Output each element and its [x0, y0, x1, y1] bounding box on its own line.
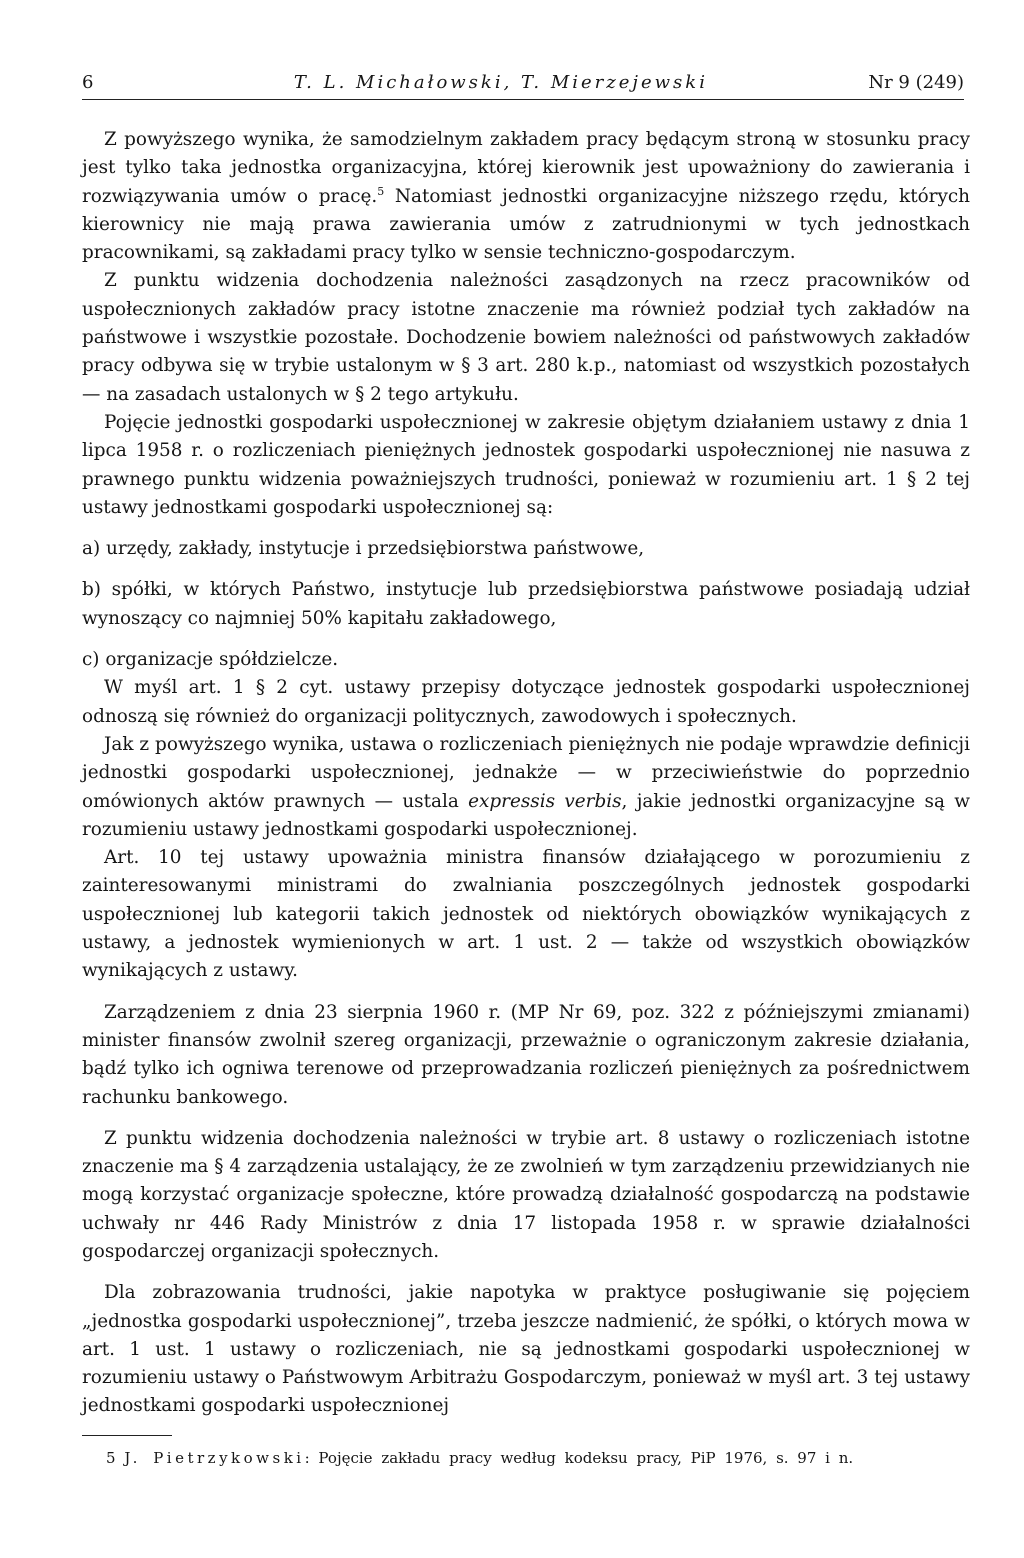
- footnote: [82, 1448, 970, 1469]
- paragraph: [82, 731, 970, 844]
- paragraph-text: Z powyższego wynika, że samodzielnym zakładem pracy będącym stroną w stosunku pracy jest tylko taka jednostka organizacyjna, której kierownik jest upoważniony do zawierania i rozwiązywania umów o pracę.: [82, 129, 970, 207]
- paragraph: Z punktu widzenia dochodzenia należności zasądzonych na rzecz pracowników od uspołecznionych zakładów pracy istotne znaczenie ma również podział tych zakładów na państwowe i wszystkie pozostałe. Dochodzenie bowiem należności od państwowych zakładów pracy odbywa się w trybie ustalonym w § 3 art. 280 k.p., natomiast od wszystkich pozostałych — na zasadach ustalonych w § 2 tego artykułu.: [82, 270, 970, 405]
- list-item-a: a) urzędy, zakłady, instytucje i przedsiębiorstwa państwowe,: [82, 538, 645, 560]
- paragraph: Dla zobrazowania trudności, jakie napotyka w praktyce posługiwanie się pojęciem „jednostka gospodarki uspołecznionej”, trzeba jeszcze nadmienić, że spółki, o których mowa w art. 1 ust. 1 ustawy o rozliczeniach, nie są jednostkami gospodarki uspołecznionej w rozumieniu ustawy o Państwowym Arbitrażu Gospodarczym, ponieważ w myśl art. 3 tej ustawy jednostkami gospodarki uspołecznionej: [82, 1282, 970, 1417]
- paragraph: Pojęcie jednostki gospodarki uspołecznionej w zakresie objętym działaniem ustawy z dnia 1 lipca 1958 r. o rozliczeniach pieniężnych jednostek gospodarki uspołecznionej nie nasuwa z prawnego punktu widzenia poważniejszych trudności, ponieważ w rozumieniu art. 1 § 2 tej ustawy jednostkami gospodarki uspołecznionej są:: [82, 411, 970, 518]
- paragraph-text: Natomiast jednostki organizacyjne niższego rzędu, których kierownicy nie mają prawa zawierania umów z zatrudnionymi w tych jednostkach pracownikami, są zakładami pracy tylko w sensie techniczno-gospodarczym.: [82, 185, 970, 264]
- footnote-author: J. Pietrzykowski: [124, 1448, 305, 1467]
- header-issue: Nr 9 (249): [868, 72, 964, 93]
- page-number: 6: [82, 72, 94, 93]
- paragraph: Art. 10 tej ustawy upoważnia ministra finansów działającego w porozumieniu z zainteresowanymi ministrami do zwalniania poszczególnych jednostek gospodarki uspołecznionej lub kategorii takich jednostek od niektórych obowiązków wynikających z ustawy, a jednostek wymienionych w art. 1 ust. 2 — także od wszystkich obowiązków wynikających z ustawy.: [82, 847, 970, 982]
- footnote-divider: [82, 1435, 172, 1436]
- paragraph-text: , jakie jednostki organizacyjne są w rozumieniu ustawy jednostkami gospodarki uspołecznionej.: [82, 790, 970, 840]
- body-text: [82, 126, 970, 1421]
- header-authors: T. L. Michałowski, T. Mierzejewski: [293, 72, 708, 93]
- latin-phrase: expressis verbis: [468, 790, 622, 812]
- paragraph: Z punktu widzenia dochodzenia należności w trybie art. 8 ustawy o rozliczeniach istotne znaczenie ma § 4 zarządzenia ustalający, że ze zwolnień w tym zarządzeniu przewidzianych nie mogą korzystać organizacje społeczne, które prowadzą działalność gospodarczą na podstawie uchwały nr 446 Rady Ministrów z dnia 17 listopada 1958 r. w sprawie działalności gospodarczej organizacji społecznych.: [82, 1127, 970, 1262]
- paragraph: W myśl art. 1 § 2 cyt. ustawy przepisy dotyczące jednostek gospodarki uspołecznionej odnoszą się również do organizacji politycznych, zawodowych i społecznych.: [82, 677, 970, 727]
- paragraph-text: Jak z powyższego wynika, ustawa o rozliczeniach pieniężnych nie podaje wprawdzie definicji jednostki gospodarki uspołecznionej, jednakże — w przeciwieństwie do poprzednio omówionych aktów prawnych — ustala: [82, 733, 970, 812]
- list-item-c: c) organizacje spółdzielcze.: [82, 649, 339, 671]
- paragraph: Zarządzeniem z dnia 23 sierpnia 1960 r. (MP Nr 69, poz. 322 z późniejszymi zmianami) minister finansów zwolnił szereg organizacji, przeważnie o ograniczonym zakresie działania, bądź tylko ich ogniwa terenowe od przeprowadzania rozliczeń pieniężnych za pośrednictwem rachunku bankowego.: [82, 1001, 970, 1108]
- footnote-text: : Pojęcie zakładu pracy według kodeksu pracy, PiP 1976, s. 97 i n.: [304, 1448, 854, 1467]
- running-header: [82, 72, 964, 100]
- footnote-ref: 5: [377, 184, 385, 198]
- footnote-mark: 5: [106, 1448, 116, 1467]
- list-item-b: b) spółki, w których Państwo, instytucje lub przedsiębiorstwa państwowe posiadają udział wynoszący co najmniej 50% kapitału zakładowego,: [82, 579, 970, 629]
- paragraph: [82, 126, 970, 267]
